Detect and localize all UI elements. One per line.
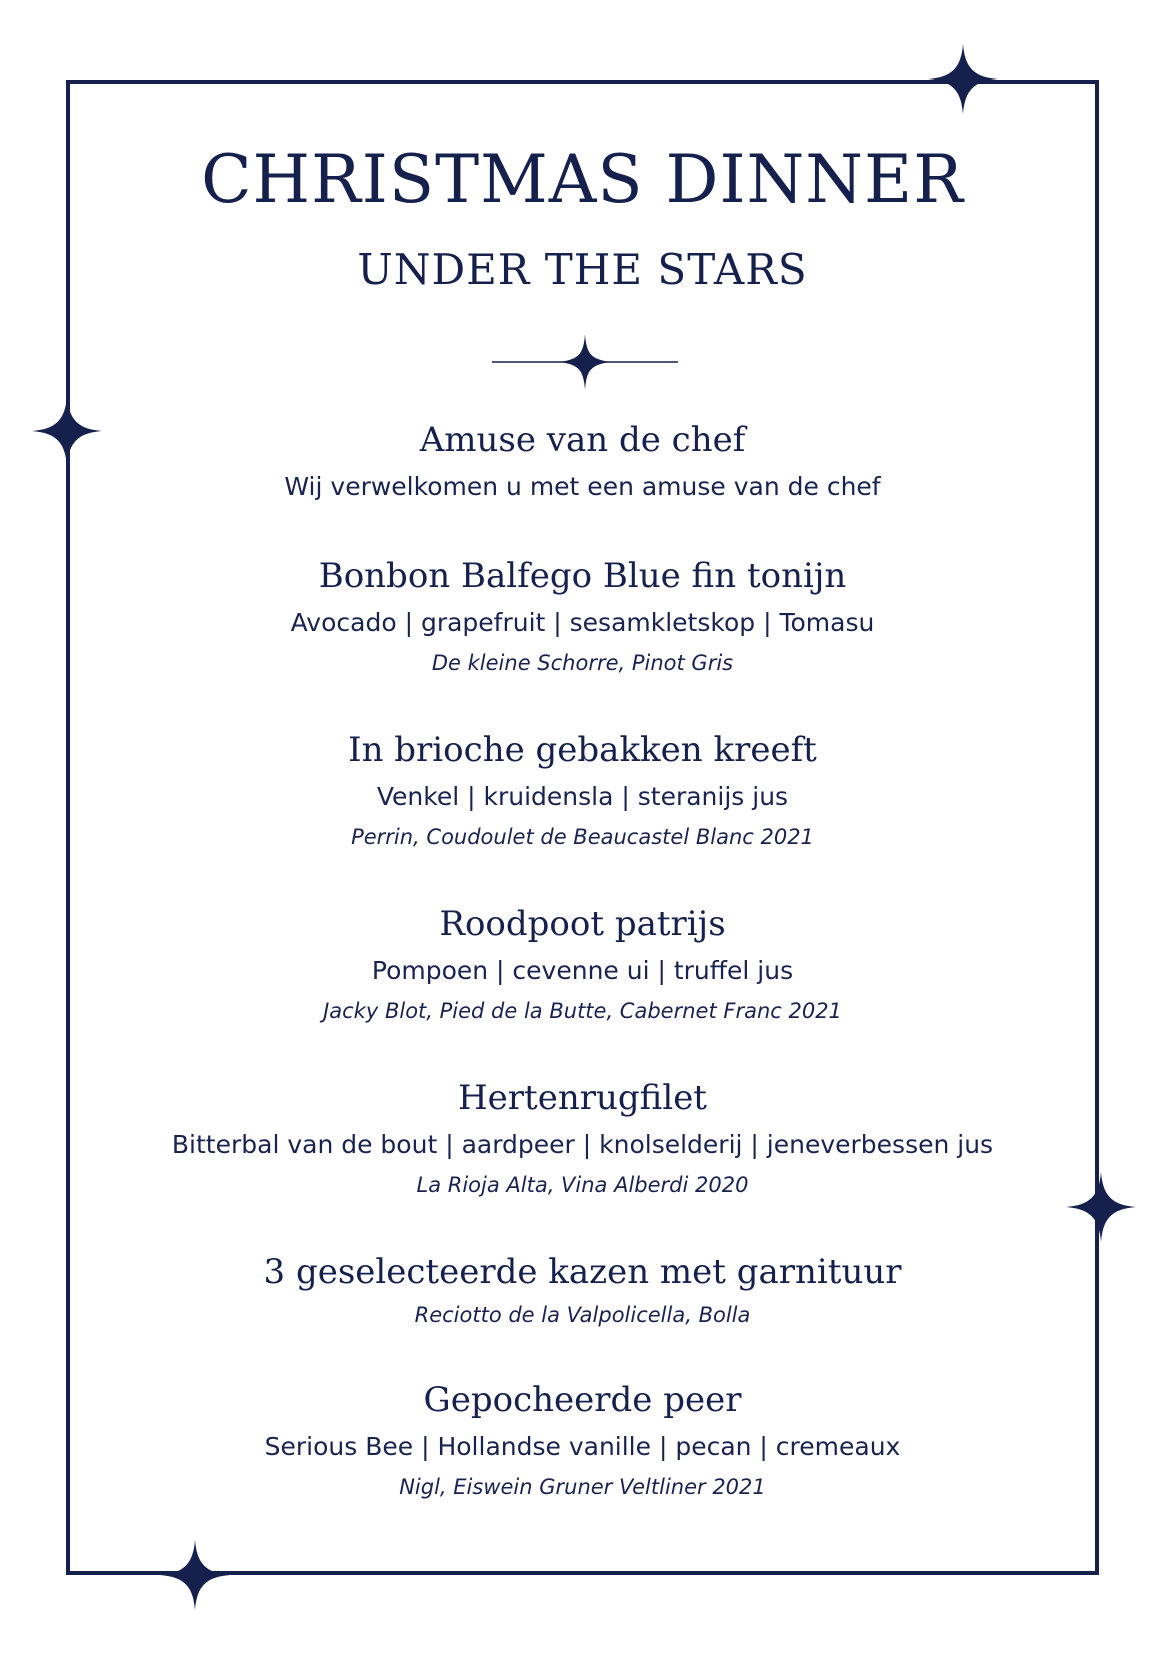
- course-name: Hertenrugfilet: [458, 1078, 707, 1118]
- course-name: In brioche gebakken kreeft: [348, 730, 817, 770]
- course-name: 3 geselecteerde kazen met garnituur: [263, 1252, 902, 1292]
- course-description: Venkel | kruidensla | steranijs jus: [376, 782, 789, 811]
- course-kreeft: [0, 728, 1165, 852]
- wine-pairing: Perrin, Coudoulet de Beaucastel Blanc 2021: [351, 825, 814, 849]
- course-patrijs: [0, 902, 1165, 1026]
- course-name: Bonbon Balfego Blue fin tonijn: [318, 556, 847, 596]
- course-description: Avocado | grapefruit | sesamkletskop | Tomasu: [290, 608, 875, 637]
- star-divider-icon: [490, 332, 680, 392]
- course-tonijn: [0, 554, 1165, 678]
- wine-pairing: La Rioja Alta, Vina Alberdi 2020: [416, 1173, 749, 1197]
- sparkle-star-icon: [928, 44, 998, 114]
- course-description: Serious Bee | Hollandse vanille | pecan | cremeaux: [264, 1432, 901, 1461]
- course-name: Gepocheerde peer: [423, 1380, 742, 1420]
- course-kazen: [0, 1250, 1165, 1330]
- wine-pairing: De kleine Schorre, Pinot Gris: [431, 651, 734, 675]
- course-hertenrugfilet: [0, 1076, 1165, 1200]
- course-peer: [0, 1378, 1165, 1502]
- wine-pairing: Jacky Blot, Pied de la Butte, Cabernet Franc 2021: [323, 999, 842, 1023]
- course-name: Amuse van de chef: [419, 420, 746, 460]
- wine-pairing: Nigl, Eiswein Gruner Veltliner 2021: [399, 1475, 766, 1499]
- course-description: Wij verwelkomen u met een amuse van de chef: [284, 472, 881, 501]
- wine-pairing: Reciotto de la Valpolicella, Bolla: [414, 1303, 751, 1327]
- course-description: Bitterbal van de bout | aardpeer | knolselderij | jeneverbessen jus: [171, 1130, 994, 1159]
- menu-subtitle: UNDER THE STARS: [357, 245, 808, 294]
- menu-title: CHRISTMAS DINNER: [201, 141, 964, 218]
- course-amuse: [0, 418, 1165, 506]
- course-name: Roodpoot patrijs: [439, 904, 726, 944]
- sparkle-star-icon: [160, 1540, 230, 1610]
- course-description: Pompoen | cevenne ui | truffel jus: [371, 956, 794, 985]
